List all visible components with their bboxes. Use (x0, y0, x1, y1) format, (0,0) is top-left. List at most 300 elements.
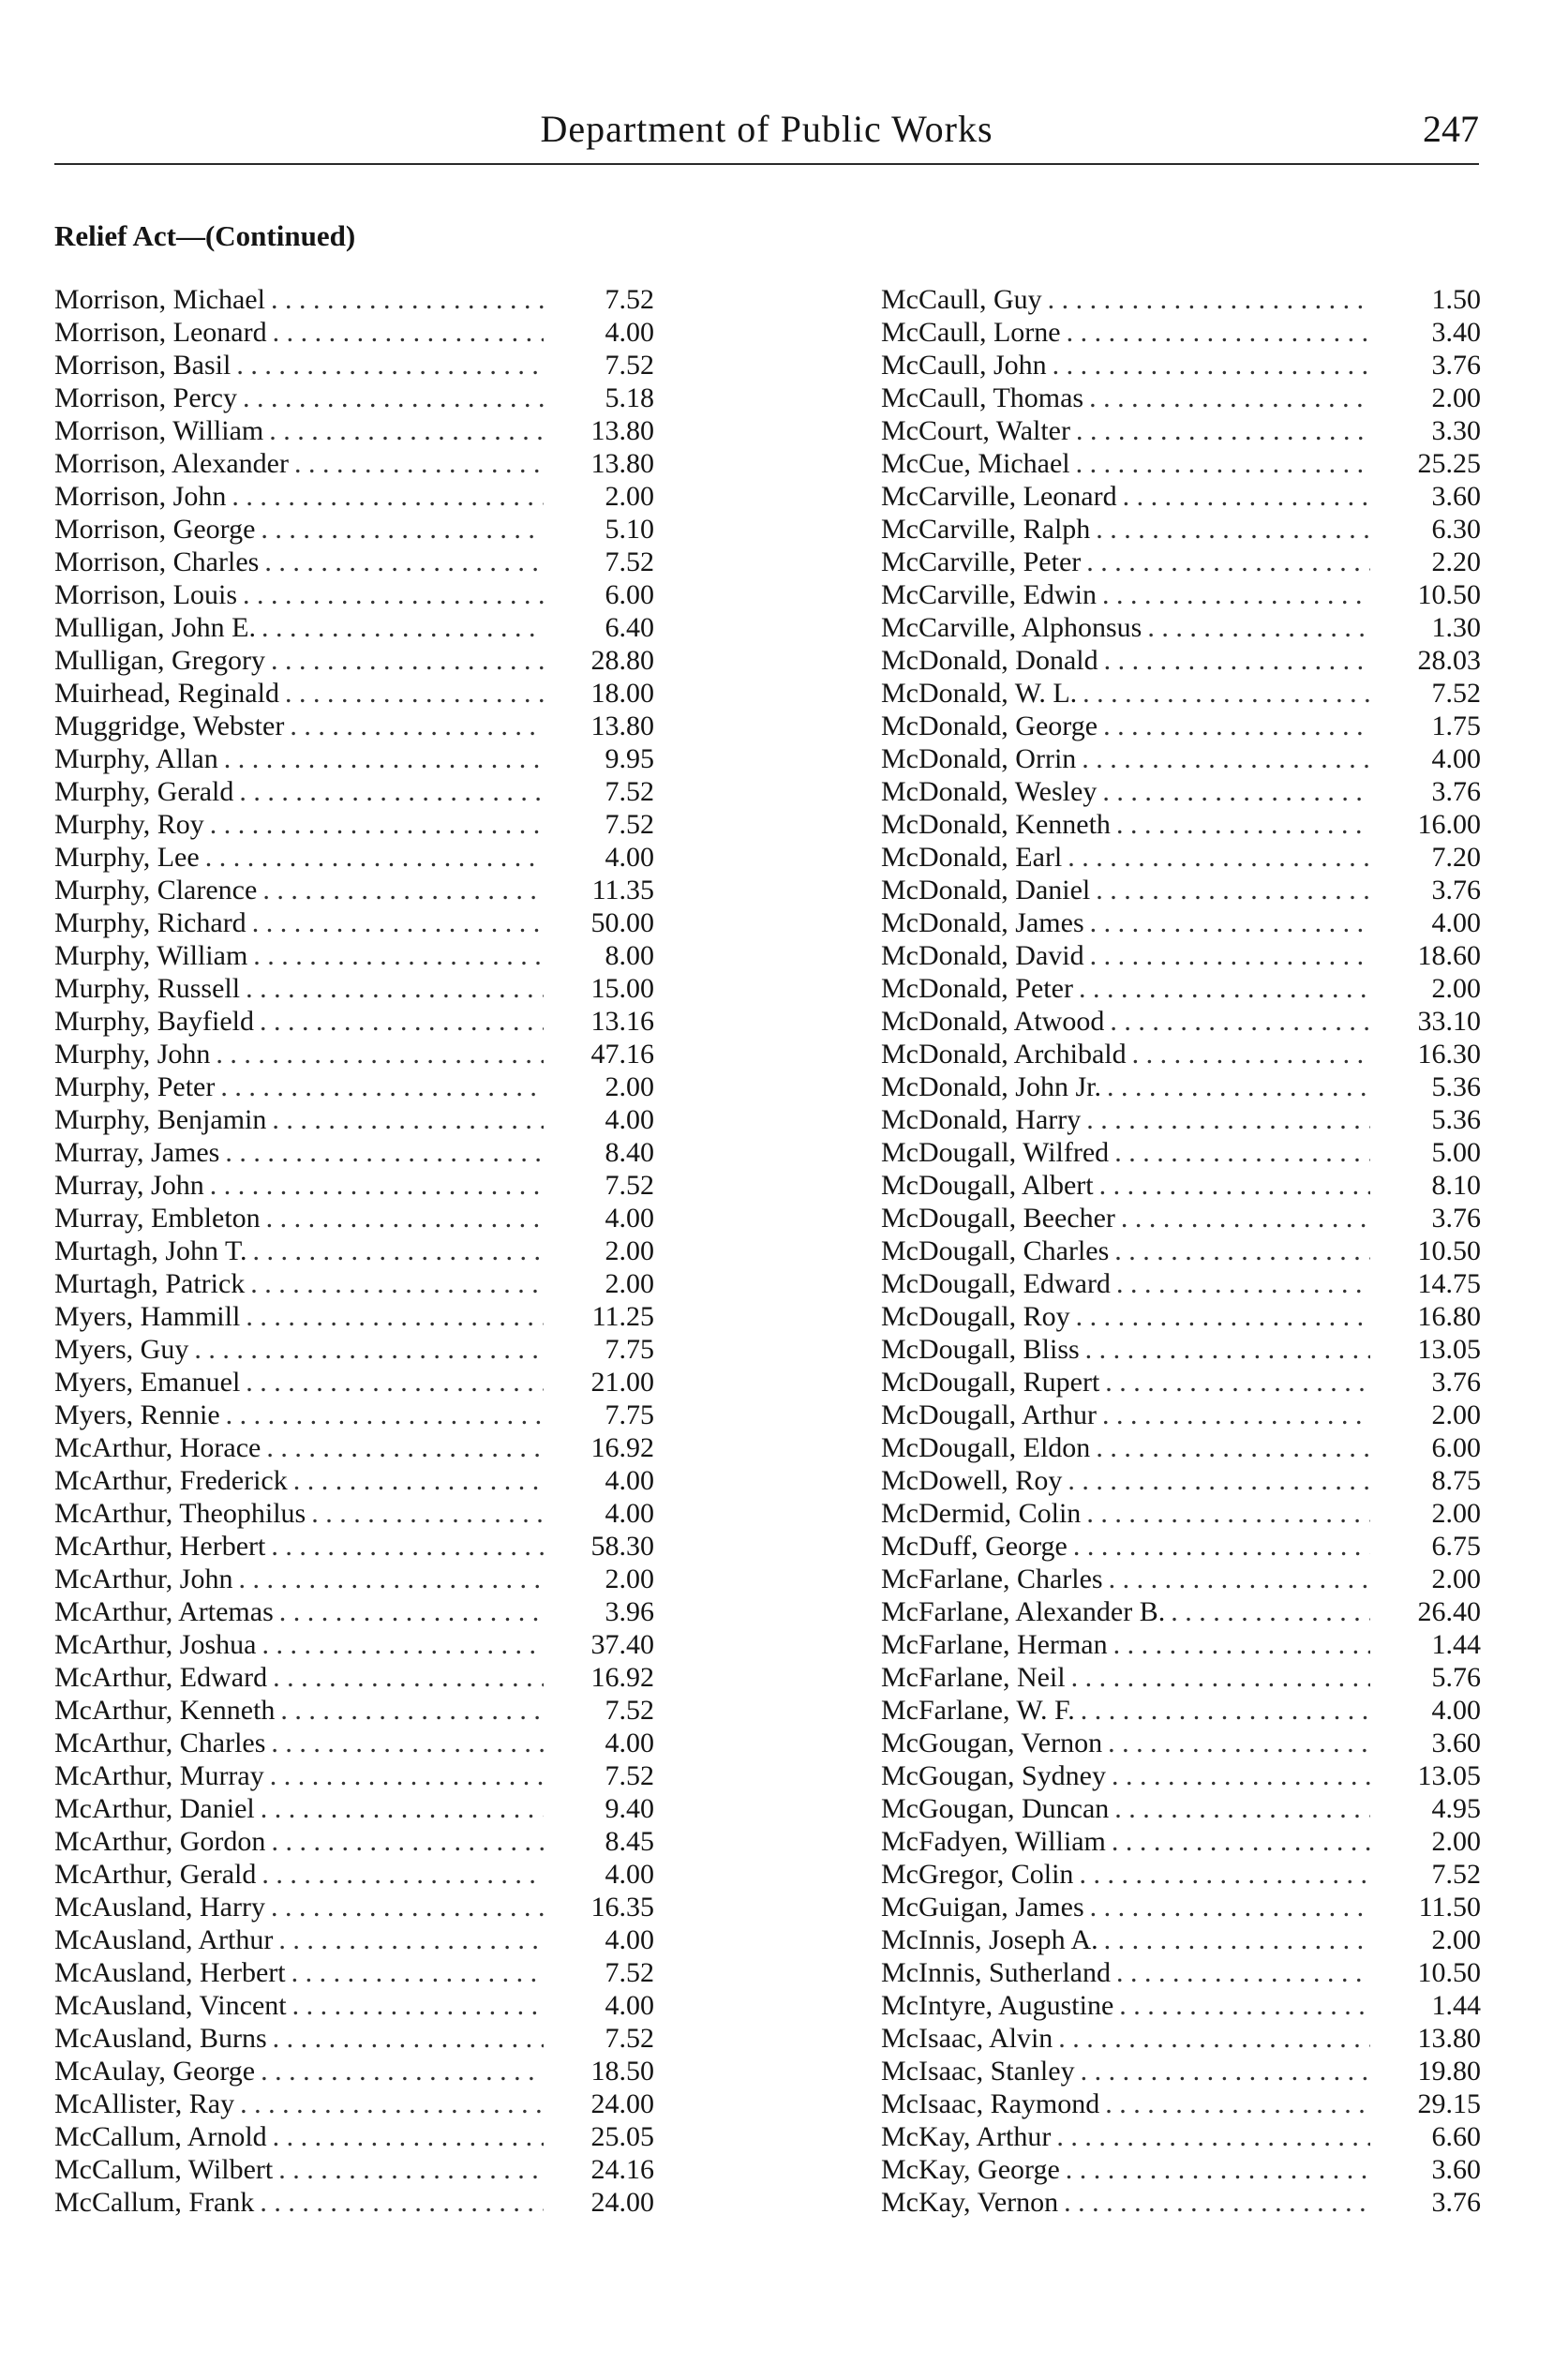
list-item (881, 2186, 1481, 2219)
list-item (54, 1792, 654, 1825)
entry-amount: 2.00 (1431, 382, 1481, 413)
list-item (54, 513, 654, 546)
entry-amount: 7.20 (1431, 842, 1481, 873)
dot-leader (1073, 1530, 1370, 1563)
entry-name: McCarville, Ralph (881, 514, 1091, 545)
list-item (881, 1661, 1481, 1694)
entry-amount: 2.00 (1431, 1498, 1481, 1529)
entry-name: Morrison, William (54, 415, 264, 446)
entry-amount: 4.00 (605, 317, 654, 348)
list-item (881, 1563, 1481, 1595)
dot-leader (1104, 1923, 1370, 1956)
entry-amount: 5.00 (1431, 1137, 1481, 1168)
entry-name: McCourt, Walter (881, 415, 1070, 446)
entry-amount: 4.00 (605, 1203, 654, 1234)
entry-name: Mulligan, John E. (54, 612, 256, 643)
entry-amount: 25.05 (590, 2121, 654, 2152)
entry-amount: 13.80 (590, 415, 654, 446)
dot-leader (278, 1923, 544, 1956)
list-item (54, 1825, 654, 1858)
dot-leader (1102, 775, 1370, 808)
entry-amount: 2.20 (1431, 546, 1481, 577)
list-item (54, 677, 654, 710)
dot-leader (261, 513, 544, 546)
entry-amount: 7.52 (605, 284, 654, 315)
entry-amount: 4.95 (1431, 1793, 1481, 1824)
dot-leader (225, 1136, 544, 1169)
list-item (881, 1497, 1481, 1530)
entry-name: Murphy, William (54, 940, 248, 971)
entry-amount: 7.52 (605, 1957, 654, 1988)
dot-leader (261, 2055, 544, 2087)
dot-leader (1064, 2186, 1370, 2219)
entry-name: McFarlane, Alexander B. (881, 1596, 1166, 1627)
dot-leader (1102, 578, 1370, 611)
entry-name: McAulay, George (54, 2056, 256, 2087)
entry-amount: 18.50 (590, 2056, 654, 2087)
entry-name: Myers, Rennie (54, 1399, 220, 1430)
dot-leader (1048, 283, 1370, 316)
list-item (54, 1366, 654, 1399)
dot-leader (1104, 644, 1370, 677)
dot-leader (1113, 1628, 1370, 1661)
entry-amount: 16.80 (1417, 1301, 1481, 1332)
dot-leader (260, 2186, 544, 2219)
list-item (881, 1169, 1481, 1202)
list-item (881, 1923, 1481, 1956)
entry-name: Myers, Emanuel (54, 1367, 241, 1398)
dot-leader (1132, 1038, 1370, 1070)
entry-amount: 15.00 (590, 973, 654, 1004)
entry-amount: 3.96 (605, 1596, 654, 1627)
list-item (54, 1694, 654, 1727)
entry-name: McDougall, Rupert (881, 1367, 1100, 1398)
dot-leader (271, 283, 544, 316)
list-item (881, 2087, 1481, 2120)
dot-leader (1086, 1103, 1370, 1136)
entry-amount: 2.00 (605, 1071, 654, 1102)
dot-leader (1089, 382, 1370, 414)
entry-amount: 10.50 (1417, 1957, 1481, 1988)
dot-leader (250, 1267, 544, 1300)
dot-leader (1116, 808, 1370, 841)
dot-leader (261, 1628, 544, 1661)
entry-name: McIntyre, Augustine (881, 1990, 1114, 2021)
list-item (54, 1923, 654, 1956)
entry-amount: 10.50 (1417, 579, 1481, 610)
entry-name: McDougall, Arthur (881, 1399, 1097, 1430)
entry-name: McArthur, Theophilus (54, 1498, 306, 1529)
entry-amount: 2.00 (1431, 1399, 1481, 1430)
entry-name: McFarlane, Herman (881, 1629, 1108, 1660)
entry-name: McArthur, Murray (54, 1760, 264, 1791)
entry-name: McArthur, Kenneth (54, 1695, 276, 1726)
dot-leader (266, 1431, 544, 1464)
list-item (54, 1727, 654, 1759)
entry-amount: 7.75 (605, 1399, 654, 1430)
entry-amount: 26.40 (1417, 1596, 1481, 1627)
dot-leader (1076, 1300, 1370, 1333)
entry-amount: 3.60 (1431, 2154, 1481, 2185)
dot-leader (279, 1595, 544, 1628)
entry-name: McDuff, George (881, 1531, 1068, 1562)
entry-name: McDonald, John Jr. (881, 1071, 1101, 1102)
list-item (881, 1956, 1481, 1989)
entry-name: McCallum, Frank (54, 2187, 255, 2218)
entry-amount: 5.36 (1431, 1071, 1481, 1102)
entry-name: McDonald, George (881, 711, 1098, 741)
entry-name: Murray, Embleton (54, 1203, 261, 1234)
list-item (54, 808, 654, 841)
entry-name: Murray, John (54, 1170, 204, 1201)
list-item (881, 2120, 1481, 2153)
entry-name: McDermid, Colin (881, 1498, 1082, 1529)
list-item (54, 1136, 654, 1169)
entry-amount: 8.45 (605, 1826, 654, 1857)
dot-leader (1147, 611, 1370, 644)
dot-leader (210, 808, 544, 841)
entry-name: Myers, Guy (54, 1334, 189, 1365)
dot-leader (272, 1103, 544, 1136)
entry-amount: 4.00 (605, 1465, 654, 1496)
dot-leader (311, 1497, 544, 1530)
dot-leader (224, 742, 544, 775)
entry-name: McCarville, Peter (881, 546, 1082, 577)
entry-name: McArthur, Herbert (54, 1531, 266, 1562)
list-item (881, 1891, 1481, 1923)
entry-amount: 6.30 (1431, 514, 1481, 545)
entry-amount: 50.00 (590, 907, 654, 938)
page-number: 247 (1423, 108, 1479, 150)
entry-name: Murtagh, John T. (54, 1235, 247, 1266)
entry-amount: 3.76 (1431, 350, 1481, 381)
dot-leader (273, 2022, 544, 2055)
dot-leader (246, 972, 544, 1005)
entry-amount: 14.75 (1417, 1268, 1481, 1299)
dot-leader (262, 874, 544, 906)
entry-amount: 5.76 (1431, 1662, 1481, 1693)
dot-leader (243, 382, 544, 414)
list-item (881, 939, 1481, 972)
dot-leader (253, 1234, 544, 1267)
entry-name: Morrison, Leonard (54, 317, 267, 348)
entry-name: Morrison, John (54, 481, 227, 512)
dot-leader (1085, 1333, 1370, 1366)
entry-name: McCaull, Thomas (881, 382, 1084, 413)
entry-amount: 1.50 (1431, 284, 1481, 315)
list-item (54, 447, 654, 480)
entry-amount: 4.00 (605, 1924, 654, 1955)
entry-amount: 24.00 (590, 2088, 654, 2119)
entry-amount: 13.05 (1417, 1334, 1481, 1365)
dot-leader (1090, 1891, 1370, 1923)
list-item (881, 1825, 1481, 1858)
entry-amount: 21.00 (590, 1367, 654, 1398)
entry-amount: 6.00 (605, 579, 654, 610)
entry-name: McDonald, Archibald (881, 1039, 1127, 1070)
entry-amount: 7.52 (605, 1760, 654, 1791)
dot-leader (1056, 2120, 1370, 2153)
dot-leader (238, 1563, 544, 1595)
entry-name: McDonald, Peter (881, 973, 1073, 1004)
entry-name: McAusland, Harry (54, 1892, 265, 1923)
entries-column-right (881, 283, 1481, 2219)
dot-leader (1058, 2022, 1370, 2055)
entry-amount: 1.75 (1431, 711, 1481, 741)
entry-name: Murphy, Roy (54, 809, 204, 840)
dot-leader (271, 1727, 544, 1759)
entry-name: McArthur, Joshua (54, 1629, 257, 1660)
entry-amount: 16.30 (1417, 1039, 1481, 1070)
entry-name: McAusland, Burns (54, 2023, 267, 2054)
entry-amount: 5.18 (605, 382, 654, 413)
entry-name: McArthur, Frederick (54, 1465, 288, 1496)
entry-name: McKay, Arthur (881, 2121, 1052, 2152)
dot-leader (290, 710, 544, 742)
entry-name: McArthur, Edward (54, 1662, 268, 1693)
dot-leader (1096, 874, 1370, 906)
dot-leader (280, 1694, 544, 1727)
dot-leader (243, 578, 544, 611)
list-item (881, 1234, 1481, 1267)
list-item (54, 1530, 654, 1563)
list-item (881, 710, 1481, 742)
list-item (54, 1267, 654, 1300)
entry-amount: 4.00 (1431, 1695, 1481, 1726)
dot-leader (1076, 414, 1370, 447)
dot-leader (226, 1399, 544, 1431)
entry-amount: 2.00 (605, 481, 654, 512)
dot-leader (1105, 1366, 1370, 1399)
entry-amount: 28.80 (590, 645, 654, 676)
list-item (54, 1070, 654, 1103)
list-item (881, 1399, 1481, 1431)
entry-name: McDougall, Beecher (881, 1203, 1115, 1234)
list-item (881, 2153, 1481, 2186)
entry-amount: 3.30 (1431, 415, 1481, 446)
entry-name: McArthur, Charles (54, 1728, 266, 1758)
list-item (54, 2087, 654, 2120)
dot-leader (1068, 841, 1370, 874)
entry-amount: 3.76 (1431, 1367, 1481, 1398)
dot-leader (231, 480, 544, 513)
dot-leader (194, 1333, 544, 1366)
page-title: Department of Public Works (540, 108, 993, 150)
list-item (54, 906, 654, 939)
list-item (54, 1989, 654, 2022)
entry-name: McDonald, Daniel (881, 875, 1091, 905)
entry-amount: 13.80 (590, 711, 654, 741)
entry-name: McFarlane, Charles (881, 1564, 1103, 1594)
entry-name: Morrison, Louis (54, 579, 237, 610)
entry-name: McAllister, Ray (54, 2088, 235, 2119)
dot-leader (1071, 1661, 1370, 1694)
list-item (881, 513, 1481, 546)
dot-leader (253, 939, 544, 972)
entry-amount: 3.76 (1431, 875, 1481, 905)
entry-name: Murphy, Lee (54, 842, 200, 873)
list-item (881, 1202, 1481, 1234)
entry-amount: 3.60 (1431, 1728, 1481, 1758)
list-item (54, 382, 654, 414)
entry-name: Mulligan, Gregory (54, 645, 265, 676)
dot-leader (1086, 546, 1370, 578)
entry-name: McGougan, Vernon (881, 1728, 1103, 1758)
dot-leader (1099, 1169, 1370, 1202)
dot-leader (278, 2153, 544, 2186)
entry-name: McArthur, Horace (54, 1432, 261, 1463)
dot-leader (271, 1891, 544, 1923)
dot-leader (271, 1530, 544, 1563)
list-item (881, 349, 1481, 382)
dot-leader (236, 349, 544, 382)
entry-name: McCue, Michael (881, 448, 1070, 479)
dot-leader (1114, 1234, 1370, 1267)
entry-amount: 3.40 (1431, 317, 1481, 348)
entry-name: McIsaac, Raymond (881, 2088, 1100, 2119)
list-item (881, 1858, 1481, 1891)
dot-leader (270, 1759, 544, 1792)
entry-amount: 8.75 (1431, 1465, 1481, 1496)
dot-leader (1068, 1464, 1370, 1497)
dot-leader (294, 447, 544, 480)
entry-amount: 7.52 (605, 350, 654, 381)
entry-name: McArthur, Gordon (54, 1826, 266, 1857)
dot-leader (246, 1300, 544, 1333)
entry-amount: 7.52 (1431, 678, 1481, 709)
entry-name: McDonald, David (881, 940, 1084, 971)
entry-name: Morrison, Basil (54, 350, 231, 381)
section-heading: Relief Act—(Continued) (54, 219, 356, 252)
list-item (54, 1563, 654, 1595)
list-item (54, 1333, 654, 1366)
dot-leader (1114, 1136, 1370, 1169)
list-item (881, 874, 1481, 906)
entry-name: McCarville, Leonard (881, 481, 1117, 512)
entry-amount: 4.00 (605, 842, 654, 873)
entry-name: McAusland, Vincent (54, 1990, 287, 2021)
dot-leader (1090, 939, 1370, 972)
entry-name: McCaull, Lorne (881, 317, 1061, 348)
dot-leader (273, 2120, 544, 2153)
dot-leader (271, 644, 544, 677)
list-item (881, 1366, 1481, 1399)
list-item (54, 1169, 654, 1202)
list-item (881, 644, 1481, 677)
list-item (54, 316, 654, 349)
list-item (54, 1956, 654, 1989)
entry-amount: 3.76 (1431, 1203, 1481, 1234)
entry-name: McDonald, Harry (881, 1104, 1082, 1135)
entry-amount: 9.95 (605, 743, 654, 774)
list-item (881, 1267, 1481, 1300)
entry-amount: 5.10 (605, 514, 654, 545)
entry-amount: 5.36 (1431, 1104, 1481, 1135)
entry-name: Muggridge, Webster (54, 711, 285, 741)
entry-amount: 13.05 (1417, 1760, 1481, 1791)
list-item (881, 1792, 1481, 1825)
entry-amount: 4.00 (605, 1859, 654, 1890)
entry-name: McDougall, Bliss (881, 1334, 1080, 1365)
list-item (881, 2022, 1481, 2055)
entry-name: Murphy, John (54, 1039, 211, 1070)
entry-name: McKay, George (881, 2154, 1060, 2185)
list-item (54, 1661, 654, 1694)
dot-leader (1114, 1792, 1370, 1825)
dot-leader (1103, 710, 1370, 742)
entry-name: McDonald, W. L. (881, 678, 1078, 709)
list-item (54, 644, 654, 677)
list-item (54, 1005, 654, 1038)
entry-amount: 6.40 (605, 612, 654, 643)
dot-leader (266, 1202, 544, 1234)
entry-amount: 8.40 (605, 1137, 654, 1168)
entry-amount: 7.75 (605, 1334, 654, 1365)
entry-amount: 4.00 (1431, 743, 1481, 774)
entry-amount: 2.00 (605, 1564, 654, 1594)
list-item (881, 775, 1481, 808)
entry-amount: 4.00 (605, 1990, 654, 2021)
list-item (54, 546, 654, 578)
dot-leader (1090, 906, 1370, 939)
dot-leader (1108, 1727, 1370, 1759)
list-item (881, 1595, 1481, 1628)
entry-name: McFadyen, William (881, 1826, 1106, 1857)
entry-amount: 11.50 (1418, 1892, 1481, 1923)
dot-leader (271, 1825, 544, 1858)
entry-name: Murphy, Gerald (54, 776, 234, 807)
entry-amount: 9.40 (605, 1793, 654, 1824)
entry-amount: 2.00 (1431, 1826, 1481, 1857)
list-item (881, 611, 1481, 644)
entry-name: McGougan, Duncan (881, 1793, 1110, 1824)
entry-name: Murphy, Richard (54, 907, 246, 938)
list-item (881, 677, 1481, 710)
dot-leader (1102, 1399, 1370, 1431)
entry-amount: 16.92 (590, 1432, 654, 1463)
entry-amount: 6.75 (1431, 1531, 1481, 1562)
list-item (54, 841, 654, 874)
dot-leader (1171, 1595, 1370, 1628)
list-item (881, 841, 1481, 874)
list-item (881, 480, 1481, 513)
entry-amount: 7.52 (605, 2023, 654, 2054)
list-item (881, 808, 1481, 841)
entry-amount: 13.16 (590, 1006, 654, 1037)
entry-amount: 7.52 (1431, 1859, 1481, 1890)
list-item (881, 1333, 1481, 1366)
list-item (54, 2022, 654, 2055)
list-item (881, 1530, 1481, 1563)
entry-name: McDonald, Orrin (881, 743, 1077, 774)
entry-name: McAusland, Arthur (54, 1924, 274, 1955)
list-item (881, 972, 1481, 1005)
entry-name: McInnis, Joseph A. (881, 1924, 1098, 1955)
dot-leader (1079, 1858, 1370, 1891)
entry-name: McCaull, John (881, 350, 1047, 381)
entry-name: McDowell, Roy (881, 1465, 1063, 1496)
entry-name: McCallum, Wilbert (54, 2154, 274, 2185)
list-item (881, 1136, 1481, 1169)
list-item (881, 1431, 1481, 1464)
list-item (881, 1038, 1481, 1070)
dot-leader (264, 546, 544, 578)
entry-name: Morrison, Alexander (54, 448, 289, 479)
dot-leader (269, 414, 544, 447)
entry-name: McIsaac, Alvin (881, 2023, 1053, 2054)
entry-amount: 6.00 (1431, 1432, 1481, 1463)
entry-name: McKay, Vernon (881, 2187, 1059, 2218)
